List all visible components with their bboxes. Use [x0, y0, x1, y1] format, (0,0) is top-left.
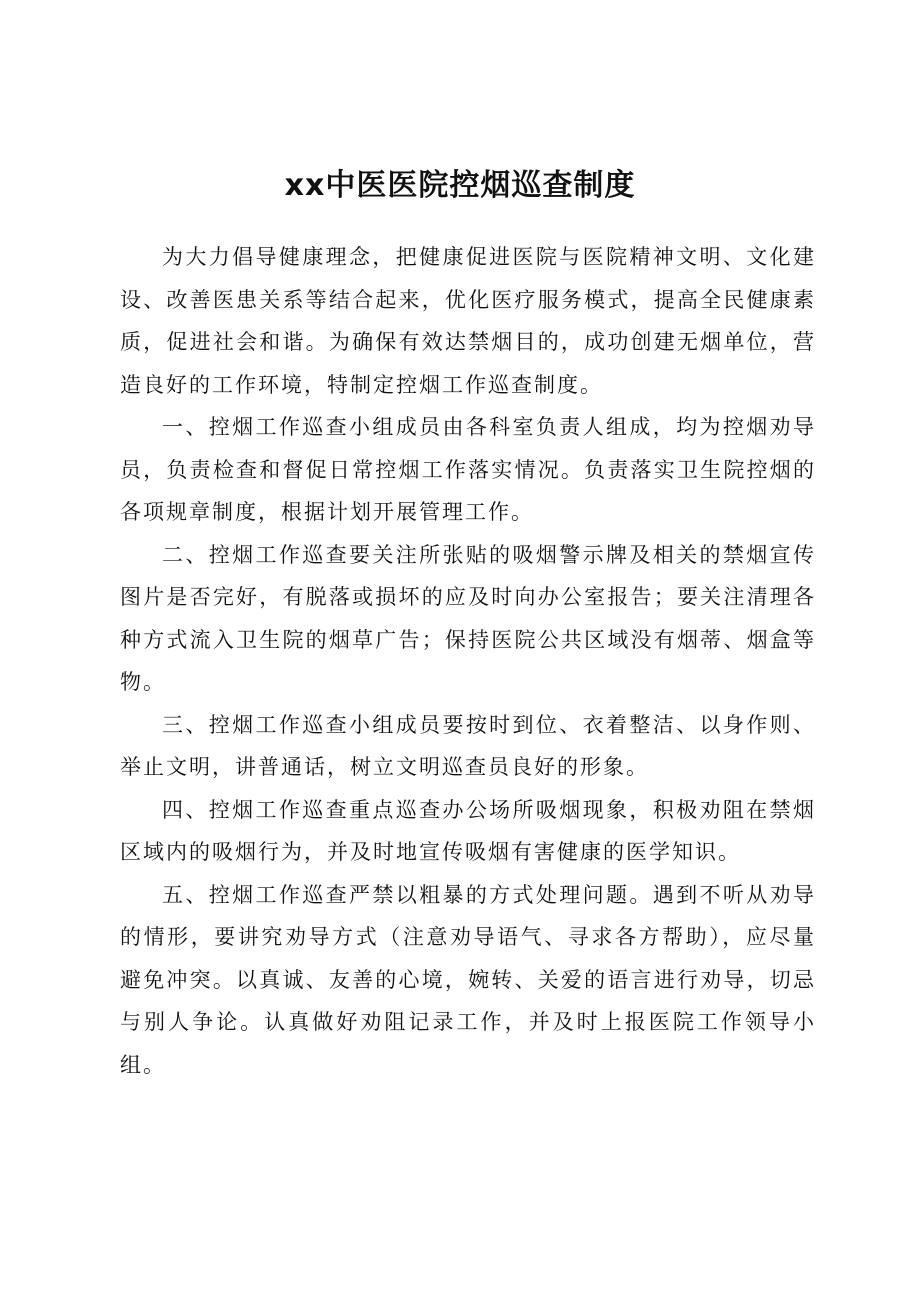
document-body — [120, 236, 816, 1086]
paragraph-item-2: 二、控烟工作巡查要关注所张贴的吸烟警示牌及相关的禁烟宣传图片是否完好，有脱落或损坏的应及时向办公室报告；要关注清理各种方式流入卫生院的烟草广告；保持医院公共区域没有烟蒂、烟盒等物。 — [120, 542, 816, 694]
paragraph-item-3: 三、控烟工作巡查小组成员要按时到位、衣着整洁、以身作则、举止文明，讲普通话，树立文明巡查员良好的形象。 — [120, 712, 816, 779]
paragraph-item-4: 四、控烟工作巡查重点巡查办公场所吸烟现象，积极劝阻在禁烟区域内的吸烟行为，并及时地宣传吸烟有害健康的医学知识。 — [120, 797, 816, 864]
paragraph-item-5: 五、控烟工作巡查严禁以粗暴的方式处理问题。遇到不听从劝导的情形，要讲究劝导方式（注意劝导语气、寻求各方帮助），应尽量避免冲突。以真诚、友善的心境，婉转、关爱的语言进行劝导，切忌与别人争论。认真做好劝阻记录工作，并及时上报医院工作领导小组。 — [120, 882, 816, 1077]
paragraph-intro: 为大力倡导健康理念，把健康促进医院与医院精神文明、文化建设、改善医患关系等结合起来，优化医疗服务模式，提高全民健康素质，促进社会和谐。为确保有效达禁烟目的，成功创建无烟单位，营造良好的工作环境，特制定控烟工作巡查制度。 — [120, 245, 816, 397]
paragraph-item-1: 一、控烟工作巡查小组成员由各科室负责人组成，均为控烟劝导员，负责检查和督促日常控烟工作落实情况。负责落实卫生院控烟的各项规章制度，根据计划开展管理工作。 — [120, 415, 816, 524]
document-title: xx中医医院控烟巡查制度 — [284, 168, 636, 203]
